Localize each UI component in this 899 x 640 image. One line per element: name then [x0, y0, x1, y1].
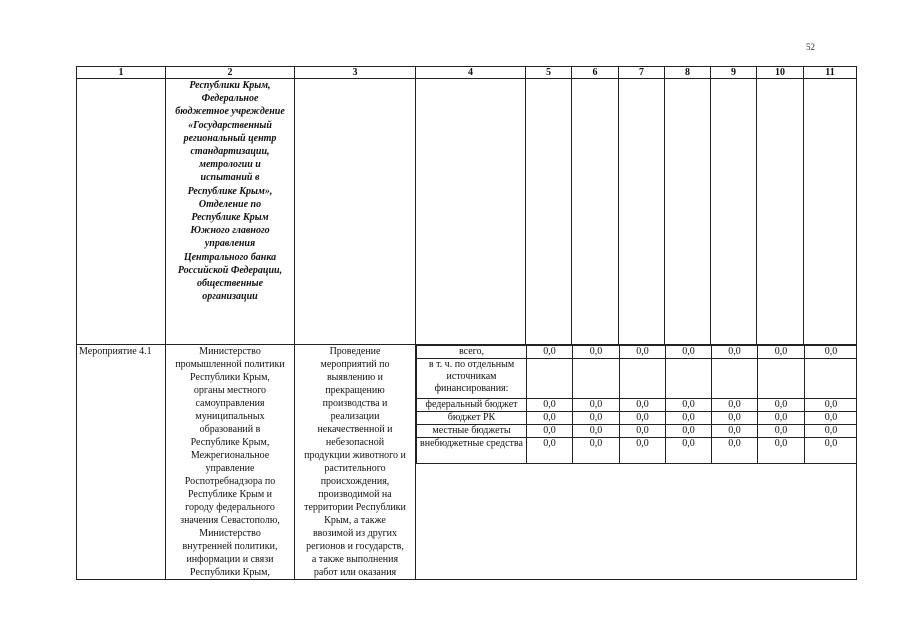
text-line: организации [202, 291, 258, 303]
source-value: 0,0 [573, 399, 620, 412]
source-value: 0,0 [758, 438, 805, 464]
header-cell: 11 [804, 67, 857, 79]
source-value: 0,0 [620, 438, 666, 464]
text-line: некачественной и [317, 424, 393, 435]
text-line: Роспотребнадзора по [184, 476, 276, 487]
text-line: регионов и государств, [306, 541, 404, 552]
row1-col7 [619, 79, 665, 345]
source-value: 0,0 [805, 425, 857, 438]
source-value: 0,0 [758, 412, 805, 425]
source-label: местные бюджеты [417, 425, 527, 438]
text-line: Крым, а также [324, 515, 386, 526]
row1-col6 [572, 79, 619, 345]
source-value: 0,0 [712, 412, 758, 425]
header-cell: 8 [665, 67, 711, 79]
text-line: производства и [322, 398, 388, 409]
text-line: Южного главного [190, 225, 270, 237]
source-value: 0,0 [573, 425, 620, 438]
text-line: Отделение по [198, 198, 262, 210]
source-value: 0,0 [527, 425, 573, 438]
header-cell: 9 [711, 67, 757, 79]
row1-col3 [295, 79, 416, 345]
source-value: 0,0 [805, 346, 857, 359]
text-line: выявлению и [326, 372, 384, 383]
source-value: 0,0 [666, 412, 712, 425]
source-value: 0,0 [805, 438, 857, 464]
header-cell: 2 [166, 67, 295, 79]
source-value: 0,0 [758, 399, 805, 412]
text-line: региональный центр [183, 132, 277, 144]
source-value: 0,0 [573, 438, 620, 464]
source-value: 0,0 [620, 412, 666, 425]
text-line: Российской Федерации, [177, 264, 283, 276]
text-line: стандартизации, [190, 146, 270, 158]
source-value: 0,0 [666, 346, 712, 359]
text-line: испытаний в [200, 172, 260, 184]
source-value: 0,0 [805, 412, 857, 425]
source-label: внебюджетные средства [417, 438, 527, 464]
source-value: 0,0 [712, 438, 758, 464]
header-cell: 5 [526, 67, 572, 79]
source-row [417, 412, 857, 425]
text-line: Республике Крым, [190, 437, 270, 448]
header-cell: 3 [295, 67, 416, 79]
source-value: 0,0 [620, 399, 666, 412]
source-value [758, 359, 805, 399]
source-value: 0,0 [666, 425, 712, 438]
row1-col10 [757, 79, 804, 345]
source-value [805, 359, 857, 399]
source-value: 0,0 [527, 438, 573, 464]
funding-table [76, 66, 857, 580]
text-line: прекращению [325, 385, 385, 396]
text-line: Республики Крым, [189, 80, 271, 91]
source-label: всего, [417, 346, 527, 359]
text-line: Министерство [199, 346, 261, 357]
source-value [620, 359, 666, 399]
source-value: 0,0 [712, 425, 758, 438]
row1-col5 [526, 79, 572, 345]
source-value: 0,0 [573, 346, 620, 359]
text-line: «Государственный [188, 119, 272, 131]
text-line: реализации [330, 411, 380, 422]
text-line: управление [205, 463, 255, 474]
text-line: Федеральное [201, 93, 259, 105]
text-line: мероприятий по [320, 359, 390, 370]
source-row [417, 438, 857, 464]
measure-row [77, 345, 857, 580]
text-line: городу федерального [185, 502, 275, 513]
source-value [527, 359, 573, 399]
text-line: Республике Крым [191, 212, 269, 224]
source-value: 0,0 [712, 399, 758, 412]
measure-description [295, 345, 416, 580]
text-line: самоуправления [195, 398, 265, 409]
text-line: Республики Крым, [190, 372, 270, 383]
text-line: управления [204, 238, 256, 250]
continuation-row [77, 79, 857, 345]
source-value: 0,0 [527, 412, 573, 425]
source-value: 0,0 [805, 399, 857, 412]
page-number: 52 [806, 42, 815, 52]
text-line: территории Республики [304, 502, 406, 513]
text-line: производимой на [318, 489, 392, 500]
text-line: промышленной политики [175, 359, 285, 370]
header-cell: 7 [619, 67, 665, 79]
funding-sources [416, 345, 857, 580]
source-label: федеральный бюджет [417, 399, 527, 412]
source-value: 0,0 [758, 425, 805, 438]
source-value [712, 359, 758, 399]
source-row [417, 359, 857, 399]
text-line: общественные [196, 278, 264, 290]
text-line: небезопасной [325, 437, 385, 448]
source-value: 0,0 [666, 438, 712, 464]
source-value [573, 359, 620, 399]
text-line: происхождения, [320, 476, 390, 487]
header-cell: 6 [572, 67, 619, 79]
source-value: 0,0 [527, 399, 573, 412]
measure-executors [166, 345, 295, 580]
source-value: 0,0 [620, 346, 666, 359]
text-line: Проведение [329, 346, 381, 357]
source-value: 0,0 [666, 399, 712, 412]
source-label: бюджет РК [417, 412, 527, 425]
text-line: ввозимой из других [312, 528, 398, 539]
source-value: 0,0 [527, 346, 573, 359]
source-value: 0,0 [758, 346, 805, 359]
text-line: Межрегиональное [190, 450, 270, 461]
row1-col8 [665, 79, 711, 345]
source-value [666, 359, 712, 399]
text-line: метрологии и [199, 159, 261, 171]
text-line: Центрального банка [183, 251, 277, 263]
source-row [417, 399, 857, 412]
text-line: работ или оказания [313, 567, 397, 578]
row1-col4 [416, 79, 526, 345]
text-line: образований в [199, 424, 261, 435]
measure-id: Мероприятие 4.1 [77, 345, 166, 580]
header-cell: 1 [77, 67, 166, 79]
source-label: в т. ч. по отдельным источникам финансирования: [417, 359, 527, 399]
header-cell: 10 [757, 67, 804, 79]
row1-executors [166, 79, 295, 345]
text-line: органы местного [193, 385, 267, 396]
text-line: Республике Крым», [187, 185, 273, 197]
header-cell: 4 [416, 67, 526, 79]
text-line: Республики Крым, [190, 567, 270, 578]
text-line: внутренней политики, [182, 541, 278, 552]
text-line: бюджетное учреждение [175, 106, 285, 118]
row1-col9 [711, 79, 757, 345]
text-line: Министерство [199, 528, 261, 539]
text-line: продукции животного и [304, 450, 406, 461]
source-value: 0,0 [712, 346, 758, 359]
text-line: муниципальных [195, 411, 265, 422]
text-line: Республике Крым и [187, 489, 273, 500]
header-row [77, 67, 857, 79]
source-row [417, 346, 857, 359]
funding-subtable [416, 345, 857, 464]
row1-col11 [804, 79, 857, 345]
source-value: 0,0 [573, 412, 620, 425]
text-line: значения Севастополю, [180, 515, 280, 526]
source-row [417, 425, 857, 438]
text-line: растительного [324, 463, 386, 474]
source-value: 0,0 [620, 425, 666, 438]
text-line: информации и связи [186, 554, 274, 565]
row1-col1 [77, 79, 166, 345]
text-line: а также выполнения [311, 554, 399, 565]
